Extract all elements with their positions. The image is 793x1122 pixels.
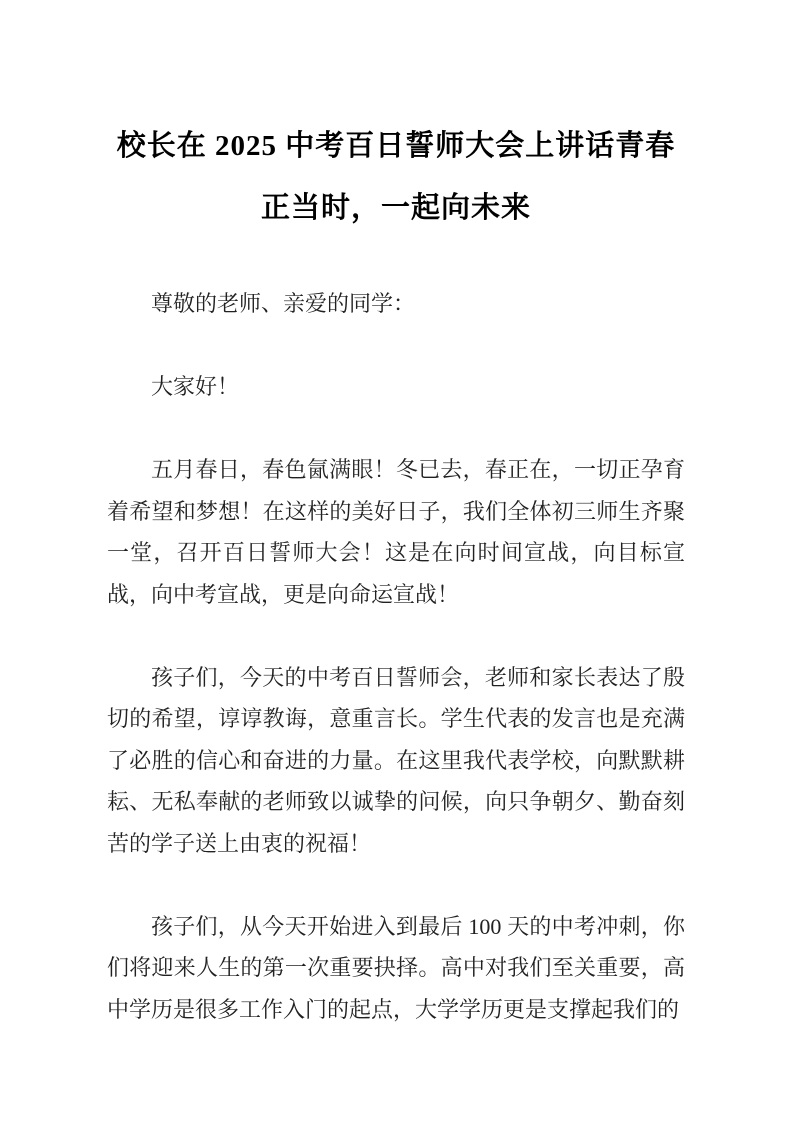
paragraph-body-2: 孩子们，今天的中考百日誓师会，老师和家长表达了殷切的希望，谆谆教诲，意重言长。学生代表的发言也是充满了必胜的信心和奋进的力量。在这里我代表学校，向默默耕耘、无私奉献的老师致以诚挚的问候，向只争朝夕、勤奋刻苦的学子送上由衷的祝福！ <box>107 664 685 856</box>
document-title-line-1: 校长在 2025 中考百日誓师大会上讲话青春 <box>116 130 676 162</box>
document-title-line-2: 正当时，一起向未来 <box>260 192 531 224</box>
paragraph-greeting: 大家好！ <box>151 374 240 399</box>
paragraph-body-1: 五月春日，春色氤满眼！冬已去，春正在，一切正孕育着希望和梦想！在这样的美好日子，我们全体初三师生齐聚一堂，召开百日誓师大会！这是在向时间宣战，向目标宣战，向中考宣战，更是向命运宣战！ <box>107 457 685 607</box>
document-title <box>107 115 685 239</box>
paragraph-body-3-truncated: 孩子们，从今天开始进入到最后 100 天的中考冲刺，你们将迎来人生的第一次重要抉择。高中对我们至关重要，高中学历是很多工作入门的起点，大学学历更是支撑起我们的 <box>107 913 685 1022</box>
paragraph-salutation: 尊敬的老师、亲爱的同学： <box>151 291 416 316</box>
